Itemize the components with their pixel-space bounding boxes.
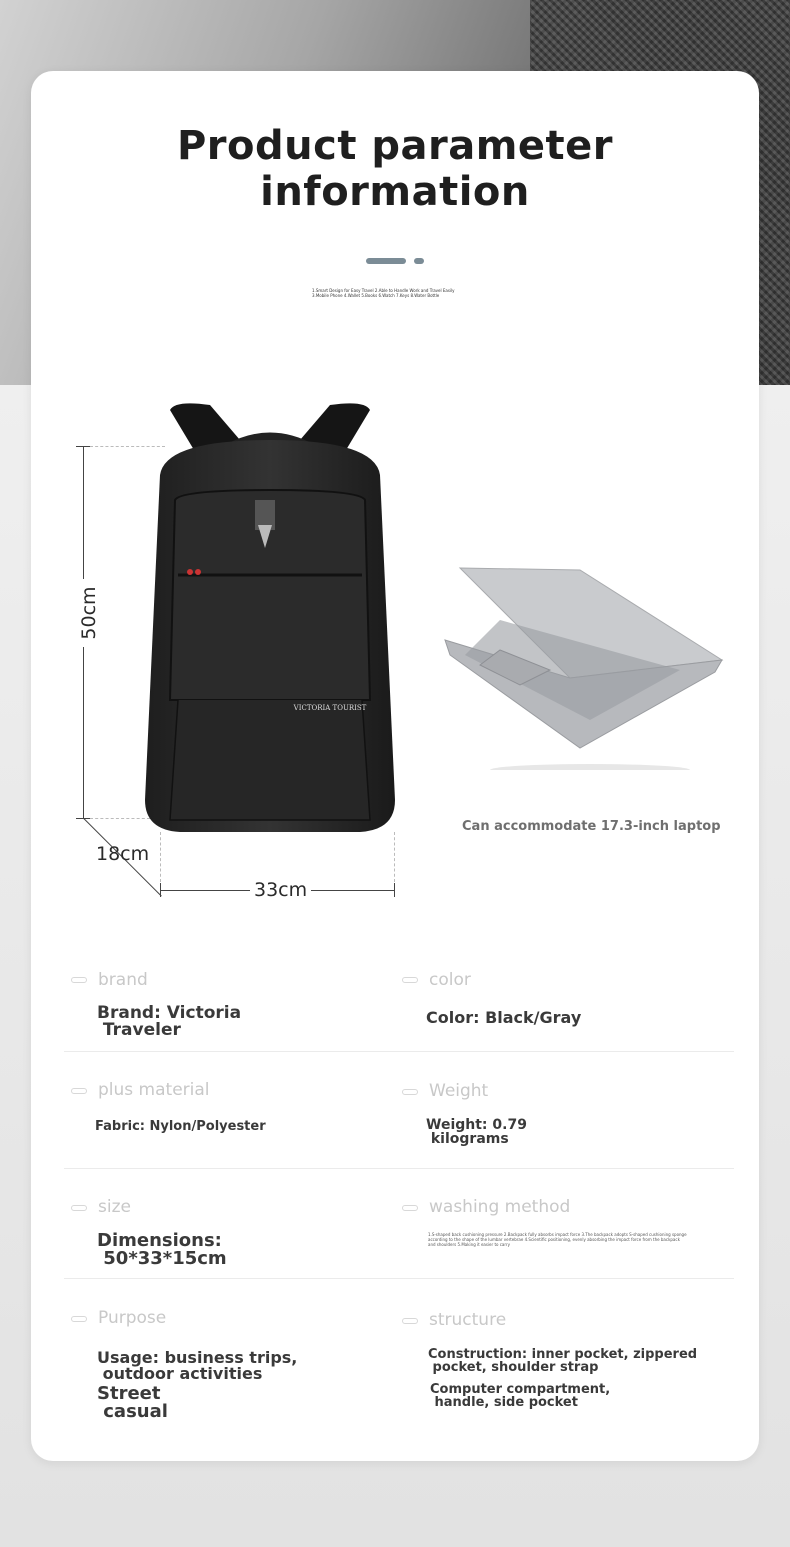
laptop-image	[440, 560, 730, 770]
title-underline-dot	[414, 258, 424, 264]
structure-value-2: Computer compartment, handle, side pocket	[430, 1382, 611, 1410]
size-value: Dimensions: 50*33*15cm	[97, 1230, 227, 1269]
weight-icon	[402, 1089, 418, 1095]
width-cap-left	[160, 883, 161, 897]
material-label: plus material	[98, 1080, 210, 1100]
row-divider-1	[64, 1051, 734, 1052]
washing-value: 1.S-shaped back cushioning pressure 2.Backpack fully absorbs impact force 3.The backpack adopts S-shaped cushioning sponge according to the shape of the lumbar vertebrae 4.Scientific positioning, evenly absorbing the impact force from the backpack and shoulders 5.Making it easier to carry	[428, 1232, 687, 1247]
size-label: size	[98, 1197, 131, 1217]
laptop-caption: Can accommodate 17.3-inch laptop	[462, 819, 721, 834]
row-divider-3	[64, 1278, 734, 1279]
row-divider-2	[64, 1168, 734, 1169]
title-line-2: information	[260, 169, 530, 215]
weight-value: Weight: 0.79 kilograms	[426, 1117, 527, 1147]
purpose-icon	[71, 1316, 87, 1322]
color-label: color	[429, 970, 471, 990]
material-value: Fabric: Nylon/Polyester	[95, 1119, 266, 1134]
structure-label: structure	[429, 1310, 507, 1330]
depth-label: 18cm	[96, 843, 150, 865]
color-value: Color: Black/Gray	[426, 1008, 582, 1027]
purpose-label: Purpose	[98, 1308, 167, 1328]
color-icon	[402, 977, 418, 983]
structure-icon	[402, 1318, 418, 1324]
purpose-value-2: Street casual	[97, 1383, 168, 1422]
size-icon	[71, 1205, 87, 1211]
weight-label: Weight	[429, 1081, 489, 1101]
width-cap-right	[394, 883, 395, 897]
backpack-logo: VICTORIA TOURIST	[293, 704, 367, 712]
washing-icon	[402, 1205, 418, 1211]
height-cap-top	[76, 446, 90, 447]
brand-icon	[71, 977, 87, 983]
height-label: 50cm	[78, 579, 100, 647]
material-icon	[71, 1088, 87, 1094]
feature-note: 1.Smart Design for Easy Travel 2.Able to Handle Work and Travel Easily 3.Mobile Phone 4.Wallet 5.Books 6.Watch 7.Keys 8.Water Bottle	[312, 288, 455, 298]
brand-label: brand	[98, 970, 148, 990]
page-title	[0, 123, 790, 215]
washing-label: washing method	[429, 1197, 571, 1217]
title-line-1: Product parameter	[176, 123, 614, 169]
brand-value: Brand: Victoria Traveler	[97, 1003, 242, 1040]
width-label: 33cm	[250, 879, 311, 901]
structure-value: Construction: inner pocket, zippered pocket, shoulder strap	[428, 1347, 698, 1375]
title-underline	[366, 258, 406, 264]
backpack-image	[130, 400, 410, 840]
purpose-value: Usage: business trips, outdoor activities	[97, 1348, 298, 1383]
